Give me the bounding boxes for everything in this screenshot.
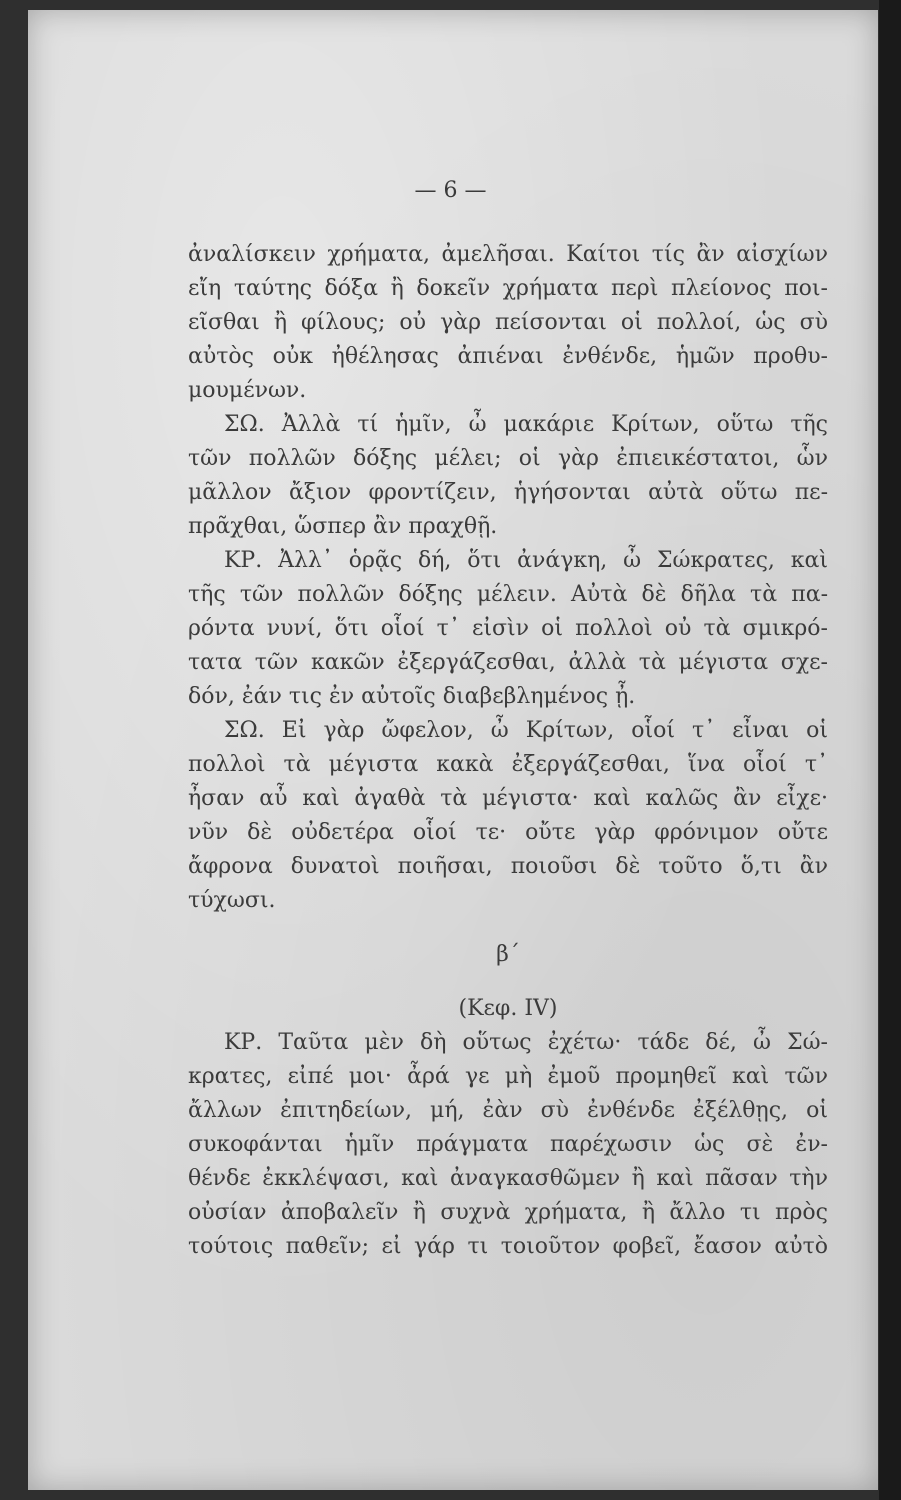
text-line: ἄλλων ἐπιτηδείων, μή, ἐὰν σὺ ἐνθένδε ἐξέλθῃς, οἱ — [188, 1098, 828, 1123]
chapter-heading: (Κεφ. IV) — [458, 996, 558, 1021]
text-line: πολλοὶ τὰ μέγιστα κακὰ ἐξεργάζεσθαι, ἵνα οἷοί τ᾽ — [188, 752, 828, 777]
text-line: τῆς τῶν πολλῶν δόξης μέλειν. Αὐτὰ δὲ δῆλα τὰ πα- — [188, 582, 828, 607]
text-line: ἄφρονα δυνατοὶ ποιῆσαι, ποιοῦσι δὲ τοῦτο ὅ,τι ἂν — [188, 854, 828, 879]
book-spine-shadow — [879, 0, 901, 1500]
text-line: νῦν δὲ οὐδετέρα οἷοί τε· οὔτε γὰρ φρόνιμον οὔτε — [188, 820, 828, 845]
section-marker: β΄ — [496, 942, 520, 967]
text-line: ΣΩ. Εἰ γὰρ ὤφελον, ὦ Κρίτων, οἷοί τ᾽ εἶναι οἱ — [224, 718, 828, 743]
page-number: — 6 — — [414, 178, 487, 203]
text-line: ρόντα νυνί, ὅτι οἷοί τ᾽ εἰσὶν οἱ πολλοὶ οὐ τὰ σμικρό- — [188, 616, 828, 641]
paragraph — [188, 714, 828, 918]
text-line: εῖσθαι ἢ φίλους; οὐ γὰρ πείσονται οἱ πολλοί, ὡς σὺ — [188, 310, 828, 335]
spacer — [188, 972, 828, 992]
text-line: τῶν πολλῶν δόξης μέλει; οἱ γὰρ ἐπιεικέστατοι, ὧν — [188, 446, 828, 471]
text-line: κρατες, εἰπέ μοι· ἆρά γε μὴ ἐμοῦ προμηθεῖ καὶ τῶν — [188, 1064, 828, 1089]
text-line: ἦσαν αὖ καὶ ἀγαθὰ τὰ μέγιστα· καὶ καλῶς ἂν εἶχε· — [188, 786, 828, 811]
text-line: μουμένων. — [188, 378, 307, 403]
paragraph — [188, 408, 828, 544]
page-body-text — [188, 238, 828, 1264]
paragraph — [188, 1026, 828, 1264]
text-line: αὐτὸς οὐκ ἠθέλησας ἀπιέναι ἐνθένδε, ἡμῶν προθυ- — [188, 344, 828, 369]
text-line: οὐσίαν ἀποβαλεῖν ἢ συχνὰ χρήματα, ἢ ἄλλο τι πρὸς — [188, 1200, 828, 1225]
text-line: τούτοις παθεῖν; εἰ γάρ τι τοιοῦτον φοβεῖ, ἔασον αὐτὸ — [188, 1234, 828, 1259]
paragraph — [188, 238, 828, 408]
text-line: τύχωσι. — [188, 888, 276, 913]
paragraph — [188, 544, 828, 714]
text-line: ΚΡ. Ταῦτα μὲν δὴ οὕτως ἐχέτω· τάδε δέ, ὦ Σώ- — [224, 1030, 828, 1055]
text-line: ἀναλίσκειν χρήματα, ἀμελῆσαι. Καίτοι τίς ἂν αἰσχίων — [188, 242, 828, 267]
text-line: δόν, ἐάν τις ἐν αὐτοῖς διαβεβλημένος ᾖ. — [188, 684, 636, 709]
text-line: μᾶλλον ἄξιον φροντίζειν, ἡγήσονται αὐτὰ οὕτω πε- — [188, 480, 828, 505]
text-line: τατα τῶν κακῶν ἐξεργάζεσθαι, ἀλλὰ τὰ μέγιστα σχε- — [188, 650, 828, 675]
text-line: συκοφάνται ἡμῖν πράγματα παρέχωσιν ὡς σὲ ἐν- — [188, 1132, 828, 1157]
spacer — [188, 918, 828, 938]
text-line: ΣΩ. Ἀλλὰ τί ἡμῖν, ὦ μακάριε Κρίτων, οὕτω τῆς — [224, 412, 828, 437]
text-line: θένδε ἐκκλέψασι, καὶ ἀναγκασθῶμεν ἢ καὶ πᾶσαν τὴν — [188, 1166, 828, 1191]
text-line: πρᾶχθαι, ὥσπερ ἂν πραχθῇ. — [188, 514, 498, 539]
text-line: εἴη ταύτης δόξα ἢ δοκεῖν χρήματα περὶ πλείονος ποι- — [188, 276, 828, 301]
text-line: ΚΡ. Ἀλλ᾽ ὁρᾷς δή, ὅτι ἀνάγκη, ὦ Σώκρατες, καὶ — [224, 548, 828, 573]
